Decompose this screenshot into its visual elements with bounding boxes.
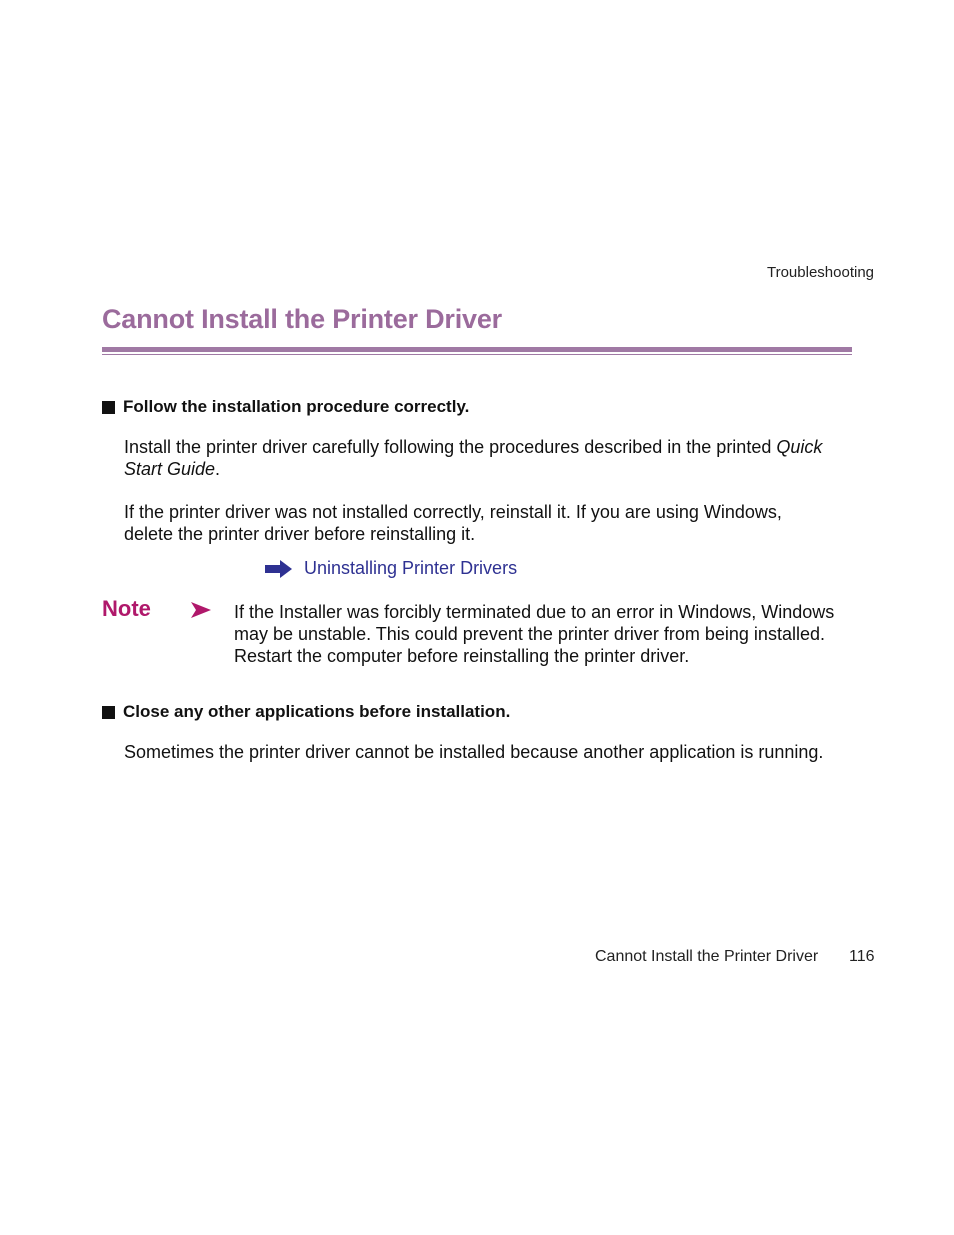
title-rule-thin [102,354,852,355]
link-label[interactable]: Uninstalling Printer Drivers [304,558,518,578]
page-title: Cannot Install the Printer Driver [102,304,502,334]
section-heading-text: Close any other applications before installation. [123,702,511,721]
note-text: If the Installer was forcibly terminated due to an error in Windows, Windows may be unstable. This could prevent the printer driver from being installed. Restart the computer before reinstalling the printer driver. [234,602,835,666]
section-heading-text: Follow the installation procedure correctly. [123,397,470,416]
paragraph-text: Install the printer driver carefully following the procedures described in the printed [124,437,777,457]
note-label: Note [102,596,151,621]
note-arrowhead-icon [191,602,211,623]
section-heading-follow-procedure [102,397,469,417]
title-rule-thick [102,347,852,352]
page-number: 116 [849,948,875,965]
quick-start-guide-title: Quick Start Guide [124,437,823,479]
right-arrow-icon [265,560,292,578]
footer-title: Cannot Install the Printer Driver [595,948,819,965]
link-uninstalling-drivers[interactable] [265,558,517,579]
section-header: Troubleshooting [766,264,874,281]
paragraph-text-end: . [215,459,221,479]
square-bullet-icon [102,401,115,414]
paragraph-reinstall: If the printer driver was not installed correctly, reinstall it. If you are using Windows, delete the printer driver before reinstalling it. [124,502,782,544]
square-bullet-icon [102,706,115,719]
section-heading-close-applications [102,702,510,722]
paragraph-other-application: Sometimes the printer driver cannot be installed because another application is running. [124,742,824,762]
paragraph-quick-start [124,436,854,480]
